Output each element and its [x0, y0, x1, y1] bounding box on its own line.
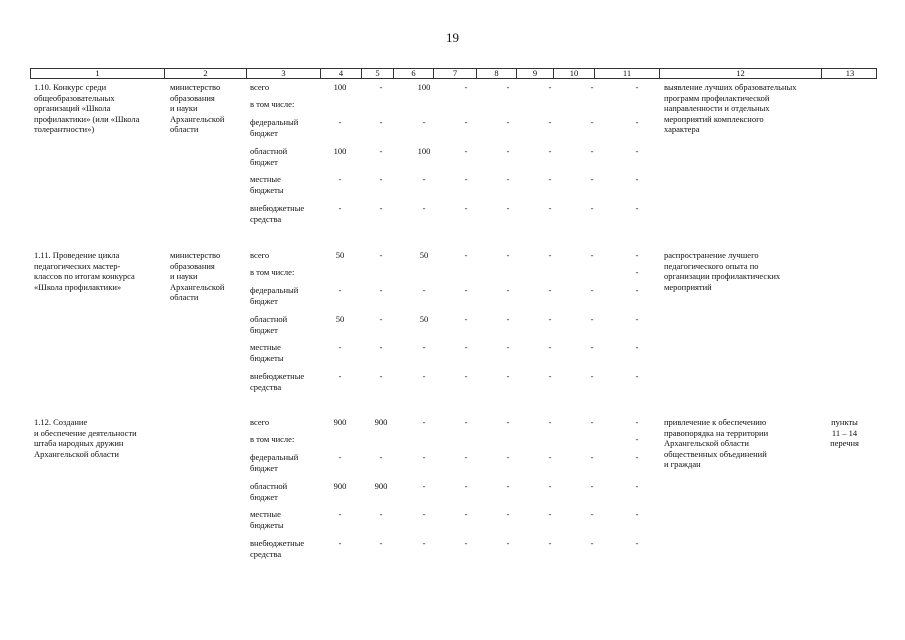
- funding-value: -: [422, 285, 426, 295]
- funding-value: -: [635, 267, 639, 277]
- funding-value: -: [338, 452, 342, 462]
- header-col-5: 5: [361, 69, 393, 78]
- executor: министерство образования и науки Архангельской области: [170, 82, 225, 134]
- note: пункты 11 – 14 перечня: [830, 417, 859, 448]
- funding-value: -: [548, 342, 552, 352]
- funding-value: 900: [374, 417, 388, 427]
- funding-value: -: [338, 509, 342, 519]
- expected-result: распространение лучшего педагогического опыта по организации профилактических мероприятий: [664, 250, 781, 292]
- funding-value: -: [590, 417, 594, 427]
- funding-source-label: областной бюджет: [250, 481, 288, 502]
- header-col-9: 9: [516, 69, 553, 78]
- funding-value: 900: [374, 481, 388, 491]
- funding-value: -: [635, 538, 639, 548]
- funding-value: -: [590, 371, 594, 381]
- funding-value: -: [422, 117, 426, 127]
- funding-value: -: [422, 203, 426, 213]
- funding-value: -: [590, 250, 594, 260]
- funding-value: -: [379, 285, 383, 295]
- funding-value: -: [464, 371, 468, 381]
- funding-value: -: [464, 285, 468, 295]
- funding-value: -: [506, 509, 510, 519]
- funding-source-label: в том числе:: [250, 267, 295, 277]
- funding-value: -: [635, 434, 639, 444]
- activity-name: 1.12. Создание и обеспечение деятельности штаба народных дружин Архангельской области: [34, 417, 137, 459]
- funding-value: -: [338, 174, 342, 184]
- funding-value: -: [506, 538, 510, 548]
- funding-value: -: [635, 117, 639, 127]
- funding-value: -: [635, 82, 639, 92]
- funding-source-label: местные бюджеты: [250, 342, 284, 363]
- funding-source-label: областной бюджет: [250, 314, 288, 335]
- funding-value: -: [464, 481, 468, 491]
- funding-value: -: [464, 452, 468, 462]
- funding-value: -: [635, 250, 639, 260]
- funding-value: -: [635, 417, 639, 427]
- header-col-2: 2: [164, 69, 246, 78]
- header-col-3: 3: [246, 69, 320, 78]
- funding-value: -: [590, 481, 594, 491]
- funding-value: -: [379, 174, 383, 184]
- funding-source-label: в том числе:: [250, 99, 295, 109]
- funding-value: -: [338, 285, 342, 295]
- funding-source-label: федеральный бюджет: [250, 117, 299, 138]
- funding-value: -: [548, 285, 552, 295]
- funding-value: -: [338, 342, 342, 352]
- funding-value: -: [464, 82, 468, 92]
- funding-value: -: [548, 509, 552, 519]
- table-header: [30, 68, 877, 79]
- header-col-8: 8: [476, 69, 516, 78]
- page-number: 19: [446, 30, 459, 45]
- funding-value: -: [506, 146, 510, 156]
- funding-value: -: [506, 481, 510, 491]
- funding-value: -: [548, 174, 552, 184]
- activity-name: 1.10. Конкурс среди общеобразовательных организаций «Школа профилактики» (или «Школа толерантности»): [34, 82, 140, 134]
- funding-value: -: [422, 481, 426, 491]
- funding-value: -: [506, 250, 510, 260]
- funding-value: -: [338, 371, 342, 381]
- funding-value: -: [379, 509, 383, 519]
- header-col-6: 6: [393, 69, 433, 78]
- funding-value: -: [548, 314, 552, 324]
- funding-value: -: [506, 314, 510, 324]
- funding-value: -: [635, 203, 639, 213]
- funding-source-label: внебюджетные средства: [250, 538, 305, 559]
- funding-value: -: [506, 174, 510, 184]
- header-col-4: 4: [320, 69, 361, 78]
- header-col-7: 7: [433, 69, 476, 78]
- funding-value: -: [379, 342, 383, 352]
- expected-result: выявление лучших образовательных программ профилактической направленности и отдельных мероприятий комплексного характера: [664, 82, 797, 134]
- funding-value: -: [635, 174, 639, 184]
- funding-source-label: в том числе:: [250, 434, 295, 444]
- funding-value: -: [464, 417, 468, 427]
- funding-value: 100: [333, 146, 347, 156]
- funding-value: -: [506, 285, 510, 295]
- funding-value: -: [464, 342, 468, 352]
- funding-value: -: [379, 82, 383, 92]
- funding-value: -: [464, 117, 468, 127]
- funding-value: -: [548, 82, 552, 92]
- funding-value: 50: [419, 250, 429, 260]
- funding-value: -: [379, 117, 383, 127]
- funding-value: -: [506, 203, 510, 213]
- funding-value: -: [464, 250, 468, 260]
- funding-value: -: [590, 174, 594, 184]
- header-col-11: 11: [594, 69, 659, 78]
- funding-source-label: местные бюджеты: [250, 509, 284, 530]
- funding-value: 100: [417, 82, 431, 92]
- header-col-13: 13: [821, 69, 878, 78]
- funding-value: -: [590, 203, 594, 213]
- funding-source-label: внебюджетные средства: [250, 371, 305, 392]
- funding-value: -: [635, 285, 639, 295]
- funding-value: -: [590, 342, 594, 352]
- funding-source-label: областной бюджет: [250, 146, 288, 167]
- funding-value: -: [506, 371, 510, 381]
- funding-value: -: [379, 314, 383, 324]
- funding-value: -: [590, 146, 594, 156]
- funding-value: -: [548, 250, 552, 260]
- funding-source-label: всего: [250, 250, 270, 260]
- funding-source-label: всего: [250, 82, 270, 92]
- funding-value: -: [379, 452, 383, 462]
- funding-value: 100: [417, 146, 431, 156]
- funding-value: -: [635, 452, 639, 462]
- funding-value: -: [548, 452, 552, 462]
- funding-value: -: [464, 203, 468, 213]
- funding-value: -: [379, 146, 383, 156]
- funding-value: -: [590, 452, 594, 462]
- funding-value: -: [422, 371, 426, 381]
- funding-value: -: [548, 417, 552, 427]
- funding-value: -: [422, 452, 426, 462]
- funding-value: -: [635, 146, 639, 156]
- header-col-1: 1: [95, 68, 100, 78]
- funding-value: -: [506, 117, 510, 127]
- funding-value: 900: [333, 481, 347, 491]
- funding-value: -: [379, 538, 383, 548]
- funding-source-label: местные бюджеты: [250, 174, 284, 195]
- funding-value: -: [635, 481, 639, 491]
- funding-value: -: [590, 314, 594, 324]
- funding-value: 100: [333, 82, 347, 92]
- funding-source-label: федеральный бюджет: [250, 452, 299, 473]
- funding-value: -: [635, 342, 639, 352]
- funding-value: -: [548, 146, 552, 156]
- funding-value: -: [422, 342, 426, 352]
- funding-value: 900: [333, 417, 347, 427]
- header-col-10: 10: [553, 69, 594, 78]
- funding-value: -: [506, 417, 510, 427]
- funding-value: -: [506, 342, 510, 352]
- funding-value: -: [464, 314, 468, 324]
- executor: министерство образования и науки Архангельской области: [170, 250, 225, 302]
- funding-value: -: [422, 174, 426, 184]
- funding-value: -: [338, 203, 342, 213]
- funding-value: -: [590, 538, 594, 548]
- expected-result: привлечение к обеспечению правопорядка на территории Архангельской области общественных объединений и граждан: [664, 417, 769, 469]
- funding-value: -: [464, 538, 468, 548]
- funding-value: -: [464, 509, 468, 519]
- funding-source-label: внебюджетные средства: [250, 203, 305, 224]
- funding-value: 50: [335, 250, 345, 260]
- funding-value: -: [338, 538, 342, 548]
- funding-source-label: всего: [250, 417, 270, 427]
- funding-value: -: [506, 452, 510, 462]
- funding-value: -: [464, 146, 468, 156]
- funding-value: -: [506, 82, 510, 92]
- funding-value: -: [379, 203, 383, 213]
- funding-value: -: [548, 117, 552, 127]
- funding-value: -: [379, 250, 383, 260]
- funding-value: 50: [335, 314, 345, 324]
- funding-value: -: [590, 82, 594, 92]
- funding-value: -: [635, 371, 639, 381]
- funding-source-label: федеральный бюджет: [250, 285, 299, 306]
- funding-value: -: [635, 509, 639, 519]
- funding-value: 50: [419, 314, 429, 324]
- funding-value: -: [635, 314, 639, 324]
- activity-name: 1.11. Проведение цикла педагогических мастер- классов по итогам конкурса «Школа профилактики»: [34, 250, 135, 292]
- funding-value: -: [590, 117, 594, 127]
- funding-value: -: [338, 117, 342, 127]
- header-col-12: 12: [659, 69, 821, 78]
- funding-value: -: [548, 481, 552, 491]
- funding-value: -: [548, 371, 552, 381]
- funding-value: -: [548, 203, 552, 213]
- funding-value: -: [422, 417, 426, 427]
- funding-value: -: [422, 509, 426, 519]
- funding-value: -: [548, 538, 552, 548]
- funding-value: -: [379, 371, 383, 381]
- funding-value: -: [422, 538, 426, 548]
- funding-value: -: [590, 509, 594, 519]
- funding-value: -: [590, 285, 594, 295]
- funding-value: -: [464, 174, 468, 184]
